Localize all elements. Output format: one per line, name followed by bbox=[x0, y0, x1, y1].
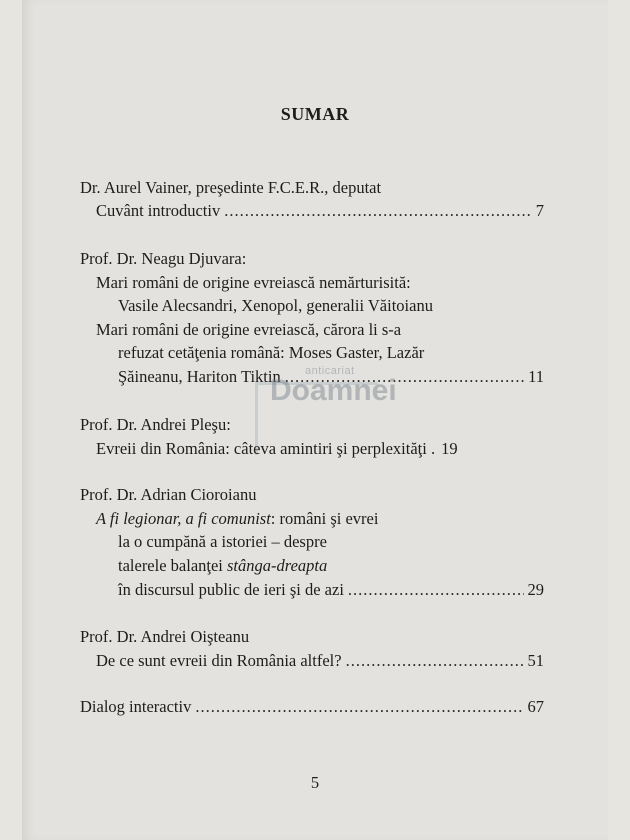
page-number: 5 bbox=[310, 773, 320, 792]
toc-entry bbox=[96, 439, 544, 459]
toc-italic-phrase: stânga-dreapta bbox=[227, 556, 328, 575]
toc-page-number: 11 bbox=[528, 367, 544, 386]
toc-italic-title: A fi legionar, a fi comunist bbox=[96, 509, 271, 528]
toc-entry bbox=[118, 367, 544, 387]
toc-leader-dots bbox=[285, 367, 524, 387]
toc-page-number: 51 bbox=[527, 651, 544, 670]
toc-author: Dr. Aurel Vainer, preşedinte F.C.E.R., deputat bbox=[80, 178, 382, 197]
toc-page-number: 67 bbox=[527, 697, 544, 716]
toc-entry-title: Cuvânt introductiv bbox=[96, 201, 221, 220]
toc-author: Prof. Dr. Andrei Pleşu: bbox=[80, 415, 231, 434]
page-title: SUMAR bbox=[280, 104, 350, 124]
toc-entry bbox=[96, 201, 544, 221]
toc-entry-title: în discursul public de ieri şi de azi bbox=[118, 580, 344, 599]
toc-author: Prof. Dr. Andrei Oişteanu bbox=[80, 627, 250, 646]
toc-line: Vasile Alecsandri, Xenopol, generalii Văitoianu bbox=[118, 296, 433, 315]
toc-line: A fi legionar, a fi comunist: români şi evrei bbox=[96, 509, 379, 528]
toc-leader-dots bbox=[224, 201, 532, 221]
toc-page-number: 7 bbox=[535, 201, 544, 220]
toc-leader-dots bbox=[195, 697, 523, 717]
toc-page-number: 29 bbox=[527, 580, 544, 599]
watermark-big-text: Doamnei bbox=[270, 374, 397, 407]
toc-entry-title: De ce sunt evreii din România altfel? bbox=[96, 651, 342, 670]
toc-author: Prof. Dr. Adrian Cioroianu bbox=[80, 485, 257, 504]
toc-leader-dots bbox=[348, 580, 524, 600]
toc-line: refuzat cetăţenia română: Moses Gaster, Lazăr bbox=[118, 343, 425, 362]
toc-page-number: 19 bbox=[441, 439, 458, 458]
toc-line: talerele balanţei stânga-dreapta bbox=[118, 556, 328, 575]
toc-line: Mari români de origine evreiască nemărturisită: bbox=[96, 273, 411, 292]
toc-leader-dots bbox=[346, 651, 524, 671]
watermark-small-text: anticariat bbox=[305, 365, 355, 377]
toc-entry bbox=[96, 651, 544, 671]
toc-entry-title: Evreii din România: câteva amintiri şi perplexităţi . bbox=[96, 439, 436, 458]
toc-entry bbox=[118, 580, 544, 600]
toc-entry-title: Şăineanu, Hariton Tiktin bbox=[118, 367, 281, 386]
toc-line: la o cumpănă a istoriei – despre bbox=[118, 532, 327, 551]
toc-author: Prof. Dr. Neagu Djuvara: bbox=[80, 249, 247, 268]
toc-line: Mari români de origine evreiască, cărora li s-a bbox=[96, 320, 402, 339]
toc-entry-title: Dialog interactiv bbox=[80, 697, 192, 716]
toc-entry bbox=[80, 697, 544, 717]
